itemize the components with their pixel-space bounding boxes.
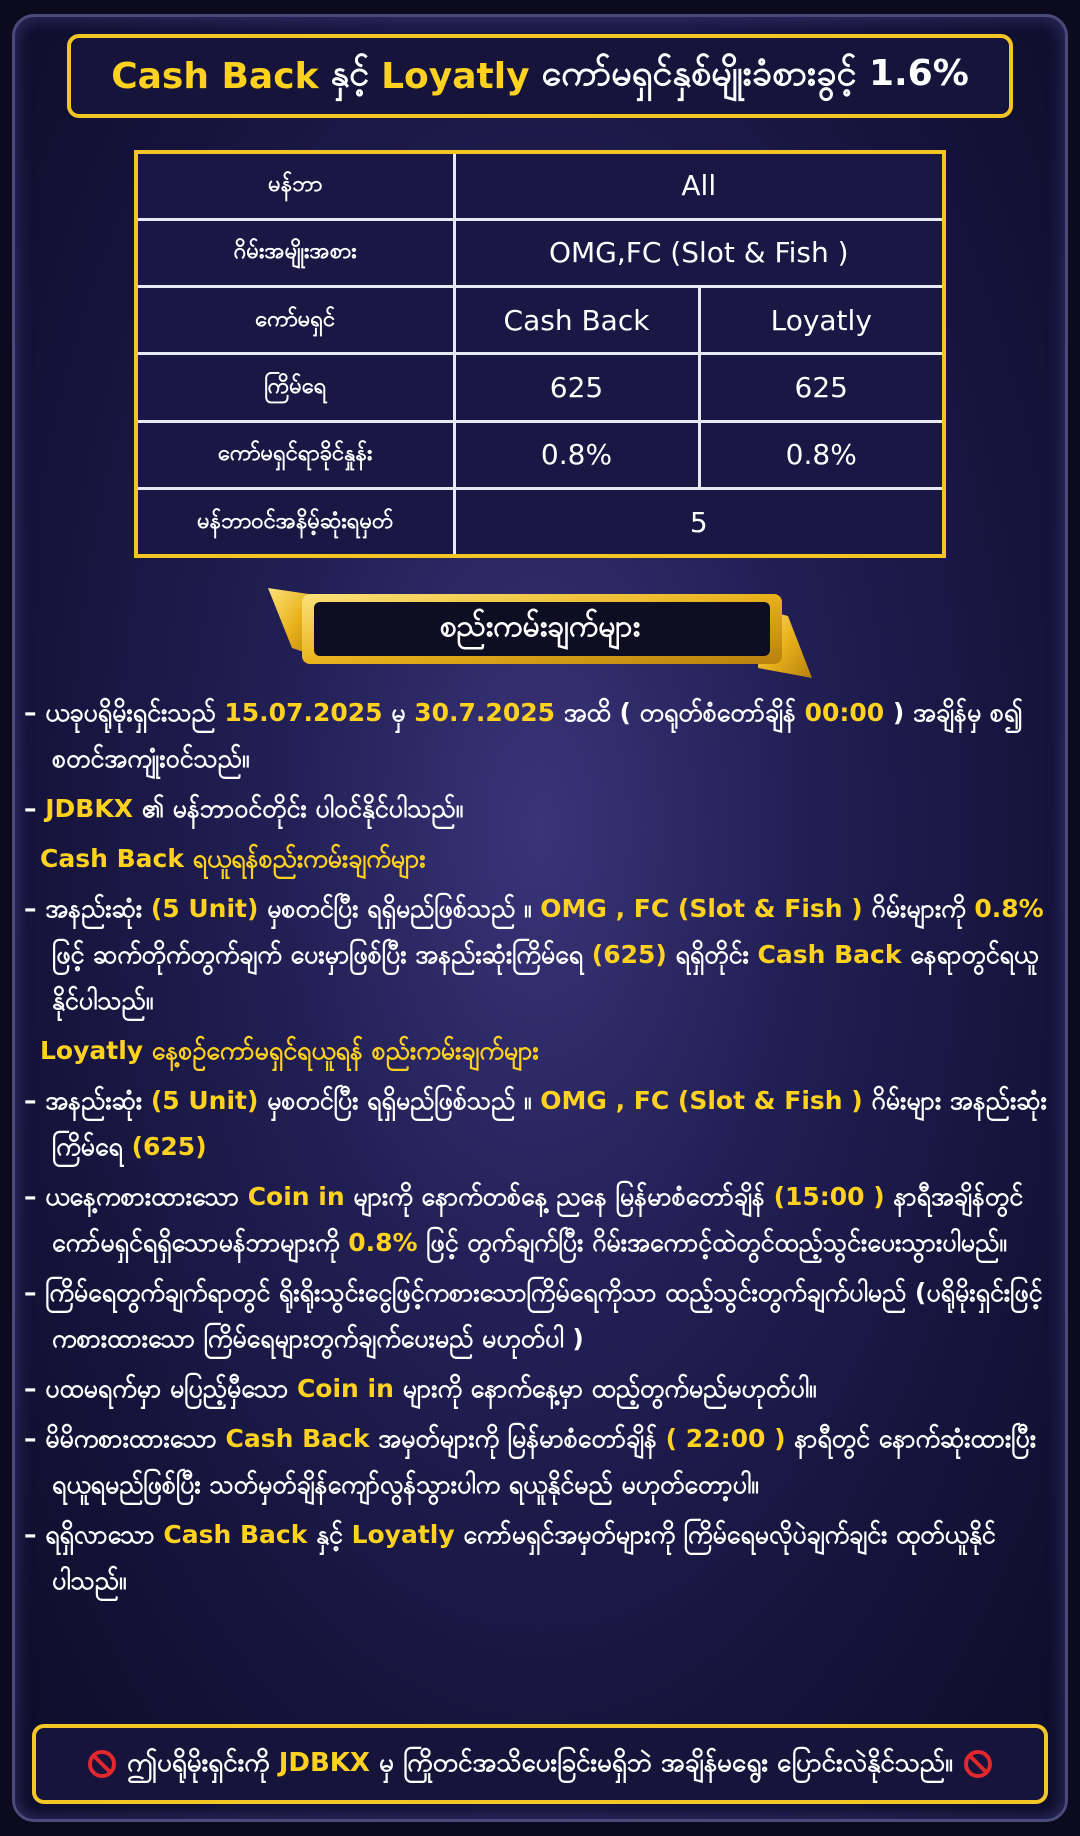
- rule-loyatly-minimum: – အနည်းဆုံး (5 Unit) မှစတင်ပြီး ရရှိမည်ဖြစ်သည် ။ OMG , FC (Slot & Fish ) ဂိမ်းများ အနည်းဆုံး ကြိမ်ရေ (625): [24, 1086, 1047, 1161]
- promo-title: [67, 34, 1013, 118]
- row-value-cashback: 0.8%: [454, 421, 699, 488]
- rule-cashback: – အနည်းဆုံး (5 Unit) မှစတင်ပြီး ရရှိမည်ဖြစ်သည် ။ OMG , FC (Slot & Fish ) ဂိမ်းများကို 0.8% ဖြင့် ဆက်တိုက်တွက်ချက် ပေးမှာဖြစ်ပြီး အနည်းဆုံးကြိမ်ရေ (625) ရရှိတိုင်း Cash Back နေရာတွင်ရယူနိုင်ပါသည်။: [24, 894, 1044, 1015]
- table-row: [136, 219, 944, 286]
- rule-no-carryover: – ပထမရက်မှာ မပြည့်မှီသော Coin in များကို နောက်နေ့မှာ ထည့်တွက်မည်မဟုတ်ပါ။: [24, 1374, 817, 1403]
- row-value: All: [454, 152, 944, 219]
- table-row: [136, 287, 944, 354]
- loyatly-heading: Loyatly နေ့စဉ်ကော်မရှင်ရယူရန် စည်းကမ်းချက်များ: [40, 1036, 539, 1065]
- row-label: မန်ဘာ: [136, 152, 454, 219]
- row-value: 5: [454, 489, 944, 556]
- rules-banner: [262, 588, 818, 678]
- footer-notice: [32, 1724, 1048, 1804]
- no-entry-icon: [87, 1749, 117, 1779]
- title-and: နှင့်: [330, 53, 370, 94]
- table-row: [136, 489, 944, 556]
- rule-withdraw: – ရရှိလာသော Cash Back နှင့် Loyatly ကော်မရှင်အမှတ်များကို ကြိမ်ရေမလိုပဲချက်ချင်း ထုတ်ယူနိုင်ပါသည်။: [24, 1520, 996, 1595]
- cashback-heading: Cash Back ရယူရန်စည်းကမ်းချက်များ: [40, 844, 426, 873]
- row-value-loyatly: Loyatly: [699, 287, 944, 354]
- table-row: [136, 354, 944, 421]
- row-label: ကော်မရှင်ရာခိုင်နှုန်း: [136, 421, 454, 488]
- row-value-loyatly: 0.8%: [699, 421, 944, 488]
- title-commission: ကော်မရှင်နှစ်မျိုးခံစားခွင့် 1.6%: [541, 53, 969, 94]
- title-loyatly: Loyatly: [381, 55, 530, 97]
- rule-eligibility: – JDBKX ၏ မန်ဘာဝင်တိုင်း ပါဝင်နိုင်ပါသည်။: [24, 794, 464, 823]
- rule-period: – ယခုပရိုမိုးရှင်းသည် 15.07.2025 မှ 30.7.2025 အထိ ( တရုတ်စံတော်ချိန် 00:00 ) အချိန်မှ စ၍ စတင်အကျုံးဝင်သည်။: [24, 698, 1023, 773]
- banner-label: စည်းကမ်းချက်များ: [439, 608, 641, 644]
- promo-table: [134, 150, 946, 558]
- row-value: OMG,FC (Slot & Fish ): [454, 219, 944, 286]
- row-value-cashback: Cash Back: [454, 287, 699, 354]
- rule-claim-deadline: – မိမိကစားထားသော Cash Back အမှတ်များကို မြန်မာစံတော်ချိန် ( 22:00 ) နာရီတွင် နောက်ဆုံးထားပြီး ရယူရမည်ဖြစ်ပြီး သတ်မှတ်ချိန်ကျော်လွန်သွားပါက ရယူနိုင်မည် မဟုတ်တော့ပါ။: [24, 1424, 1037, 1499]
- no-entry-icon: [963, 1749, 993, 1779]
- row-label: ကြိမ်ရေ: [136, 354, 454, 421]
- rules-list: [24, 690, 1060, 1608]
- row-label: ဂိမ်းအမျိုးအစား: [136, 219, 454, 286]
- table-row: [136, 421, 944, 488]
- row-value-loyatly: 625: [699, 354, 944, 421]
- row-label: မန်ဘာဝင်အနိမ့်ဆုံးရမှတ်: [136, 489, 454, 556]
- table-row: [136, 152, 944, 219]
- rule-loyatly-payout: – ယနေ့ကစားထားသော Coin in များကို နောက်တစ်နေ့ ညနေ မြန်မာစံတော်ချိန် (15:00 ) နာရီအချိန်တွင် ကော်မရှင်ရရှိသောမန်ဘာများကို 0.8% ဖြင့် တွက်ချက်ပြီး ဂိမ်းအကောင့်ထဲတွင်ထည့်သွင်းပေးသွားပါမည်။: [24, 1182, 1024, 1257]
- row-value-cashback: 625: [454, 354, 699, 421]
- rule-turnover: – ကြိမ်ရေတွက်ချက်ရာတွင် ရိုးရိုးသွင်းငွေဖြင့်ကစားသောကြိမ်ရေကိုသာ ထည့်သွင်းတွက်ချက်ပါမည် (ပရိုမိုးရှင်းဖြင့်ကစားထားသော ကြိမ်ရေများတွက်ချက်ပေးမည် မဟုတ်ပါ ): [24, 1278, 1043, 1353]
- title-cashback: Cash Back: [111, 55, 319, 97]
- row-label: ကော်မရှင်: [136, 287, 454, 354]
- footer-text: ဤပရိုမိုးရှင်းကို JDBKX မှ ကြိုတင်အသိပေးခြင်းမရှိဘဲ အချိန်မရွေး ပြောင်းလဲနိုင်သည်။: [127, 1747, 953, 1778]
